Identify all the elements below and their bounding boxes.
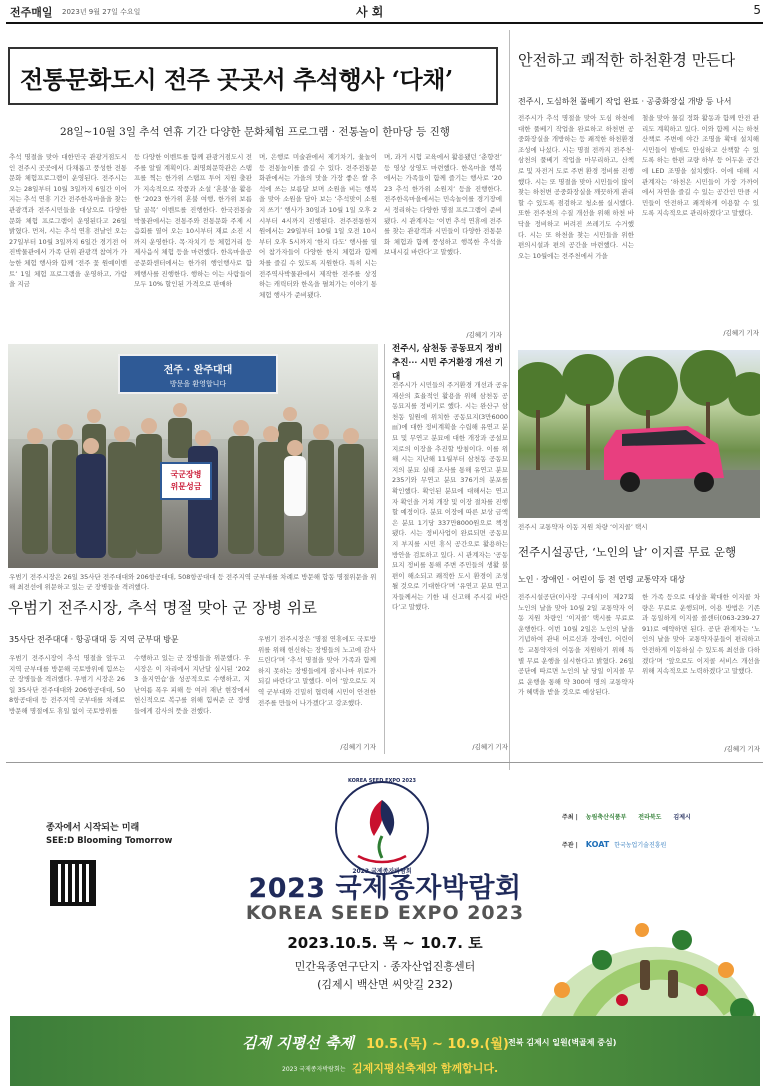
host-label: 주최 | bbox=[562, 814, 578, 821]
ad-venue: 민간육종연구단지 · 종자산업진흥센터 bbox=[294, 960, 476, 973]
a2-subhead: 전주시, 도심하천 풀베기 작업 완료 · 공중화장실 개방 등 나서 bbox=[518, 97, 732, 106]
a1-col1: 추석 명절을 맞아 대한민국 관광거점도시인 전주시 곳곳에서 다채롭고 풍성한 전통문화 체험프로그램이 운영된다. 전주시는 오는 28일부터 10월 3일까지 6일간 이어지는 추석 연휴 기간 전주한옥마을을 찾는 관광객과 전주시민들을 대상으로 다양한 문화 체험 프로그램이 운영된다고 26일 밝혔다. 먼저, 시는 추석 연휴 전날인 오는 27일부터 10월 3일까지 6일간 경기전 어진박물관에서 가족 단위 관광객 참여가 가능한 체험 행사와 함께 ‘전주 꽃 원예이벤트’ 1일 체험 프로그램을 운영하고, 가람을 지금 bbox=[9, 153, 127, 289]
mid-column-rule bbox=[384, 344, 385, 754]
section-name: 사 회 bbox=[356, 5, 384, 19]
organizer-label: 주관 | bbox=[562, 842, 578, 849]
a2-col1: 전주시가 추석 명절을 맞아 도심 하천에 대한 풀베기 작업을 완료하고 하천변 공중화장실을 개방하는 등 쾌적한 하천환경 조성에 나섰다. 시는 명절 전까지 전주천·삼천의 풀베기 작업을 마무리하고, 산책로 및 자전거 도로 주변 환경 정비를 진행했다. 시는 또 명절을 맞아 시민들이 많이 찾는 하천변 공중화장실을 깨끗하게 관리할 수 있도록 점검하고 청소를 실시했다. 또한 전주천의 수질 개선을 위해 하천 바닥을 정비하고 버려진 쓰레기도 수거했다. 시는 또 하천을 찾는 시민들을 위한 편의시설과 편의 공간을 마련했다. 시는 오는 10월에는 전주천에서 가을 bbox=[518, 114, 634, 260]
soldiers-group-photo bbox=[8, 344, 378, 568]
a2-byline: /김혜기 기자 bbox=[723, 329, 759, 337]
banner-title: 전주 · 완주대대 bbox=[163, 365, 233, 376]
trees-and-car bbox=[518, 350, 760, 518]
ad-address: (김제시 백산면 씨앗길 232) bbox=[317, 978, 453, 991]
ad-dates: 2023.10.5. 목 ~ 10.7. 토 bbox=[287, 934, 483, 952]
a2-col2: 철을 맞아 물길 정화 활동과 함께 안전 관리도 계획하고 있다. 이와 함께 시는 하천 산책로 주변에 야간 조명을 확대 설치해 시민들이 밤에도 안심하고 산책할 수 있도록 하는 한편 교량 하부 등 어두운 공간에 LED 조명을 설치했다. 이에 대해 시 관계자는 ‘하천은 시민들이 가장 가까이에서 자연을 즐길 수 있는 공간인 만큼 시민들이 안전하고 쾌적하게 이용할 수 있도록 지속적으로 관리하겠다’고 말했다. bbox=[642, 114, 759, 218]
a3-col2: 수행하고 있는 군 장병들을 위문했다. 우 시장은 이 자리에서 지난달 실시된 ‘2023 을지연습’을 성공적으로 수행하고, 지난여름 폭우 피해 등 여러 재난 현장에서 헌신적으로 복구를 위해 힘써준 군 장병들에게 감사의 뜻을 전했다. bbox=[134, 654, 250, 715]
donation-sign: 국군장병 위문성금 bbox=[160, 462, 212, 500]
seed-expo-ad bbox=[10, 770, 760, 1086]
a3-subhead: 35사단 전주대대 · 항공대대 등 지역 군부대 방문 bbox=[9, 635, 179, 644]
a5-subhead: 노인 · 장애인 · 어린이 등 전 연령 교통약자 대상 bbox=[518, 575, 686, 584]
photo1-caption: 우범기 전주시장은 26일 35사단 전주대대와 206항공대대, 508항공대대 등 전주지역 군부대를 차례로 방문해 합동 명절위문을 위해 최전선에 위문하고 있는 군 장병들을 격려했다. bbox=[9, 573, 377, 591]
a2-headline: 안전하고 쾌적한 하천환경 만든다 bbox=[518, 51, 736, 69]
ad-host-row bbox=[562, 812, 691, 821]
ad-organizer-row bbox=[562, 840, 666, 849]
organizer-koat-sub: 한국농업기술진흥원 bbox=[614, 842, 667, 849]
host-city: 김제시 bbox=[673, 814, 691, 821]
a4-headline: 전주시, 삼천동 공동묘지 정비 추진··· 시민 주거환경 개선 기대 bbox=[392, 344, 504, 382]
festival-banner bbox=[10, 1016, 760, 1086]
a5-byline: /김혜기 기자 bbox=[724, 745, 760, 753]
a1-col3: 며, 은행로 미술관에서 제기차기, 윷놀이 등 전통놀이를 즐길 수 있다. 전주전통문화관에서는 가을의 맛을 가장 좋은 쌀 추석에 쓰는 보름달 보며 소원을 비는 행복을 맞아 소원을 담아 보는 ‘추석맞이 소원지 쓰기’ 행사가 30일과 10월 1일 오후 2시부터 4시까지 진행된다. 전주전통한지원에서는 29일부터 10월 1일 오전 10시부터 오후 5시까지 ‘한지 다도’ 행사를 열어 참가자들이 다양한 한지 체험과 함께 차를 즐길 수 있도록 지원한다. 특히 시는 전주역사박물관에서 제작한 전주를 상징하는 캐릭터와 한옥을 펼쳐가는 이야기 통 체험 행사가 준비됐다. bbox=[259, 153, 377, 299]
easy-call-taxi-photo bbox=[518, 350, 760, 518]
a3-headline: 우범기 전주시장, 추석 명절 맞아 군 장병 위로 bbox=[8, 599, 317, 617]
a5-headline: 전주시설공단, ‘노인의 날’ 이지콜 무료 운행 bbox=[518, 545, 737, 559]
a5-col1: 전주시설공단(이사장 구대식)이 제27회 노인의 날을 맞아 10월 2일 교통약자 이동 지원 차량인 ‘이지콜’ 택시를 무료로 운행한다. 이번 10월 2일은 노인의 날을 기념하여 관내 어르신과 장애인, 어린이 등 교통약자의 이동을 지원하기 위해 특별 무료 운행을 실시한다고 밝혔다. 26일 공단에 따르면 노인의 날 당일 이지콜 무료 운행을 통해 약 300여 명의 교통약자가 혜택을 받을 것으로 예상된다. bbox=[518, 593, 634, 697]
center-column-rule bbox=[509, 30, 510, 770]
festival-place: 전북 김제시 일원(벽골제 중심) bbox=[508, 1038, 617, 1047]
paper-name: 전주매일 bbox=[10, 6, 53, 19]
a3-col3: 우범기 전주시장은 ‘명절 연휴에도 국토방위를 위해 헌신하는 장병들의 노고에 감사드린다’며 ‘추석 명절을 맞아 가족과 함께하지 못하는 장병들에게 잠시나마 위로가 되길 바란다’고 말했다. 이어 ‘앞으로도 지역 군부대와 긴밀히 협력해 시민이 안전한 전주를 만들어 나가겠다’고 강조했다. bbox=[258, 635, 376, 707]
ad-title-en: KOREA SEED EXPO 2023 bbox=[245, 902, 525, 924]
ad-top-rule bbox=[6, 762, 763, 763]
a4-col: 전주시가 시민들의 주거환경 개선과 공유재산의 효율적인 활용을 위해 삼천동 공동묘지를 정비키로 했다. 시는 완산구 삼천동 일원에 위치한 공동묘지(3만6000㎡)에 대한 정비계획을 수립해 유연고 분묘 및 무연고 분묘에 대한 개장과 공설묘지로의 이장을 추진할 방침이다. 이를 위해 시는 지난해 11월부터 삼천동 공동묘지의 분묘 실태 조사를 통해 유연고 분묘 235기와 무연고 분묘 376기의 분포를 확인했다. 확인된 분묘에 대해서는 연고자 확인을 거쳐 개장 및 이장 절차를 진행할 예정이다. 분묘 이장에 따른 보상 금액은 분묘 1기당 337만8000원으로 책정됐다. 시는 정비사업이 완료되면 공동묘지 부지를 시민 휴식 공간으로 활용하는 방안을 검토하고 있다. 시 관계자는 ‘공동묘지 정비를 통해 주변 주민들의 생활 불편이 해소되고 쾌적한 도시 환경이 조성될 것으로 기대한다’며 ‘유연고 분묘 연고자들께서는 기한 내 신고해 주시길 바란다’고 말했다. bbox=[392, 381, 508, 612]
ad-title-ko: 2023 국제종자박람회 bbox=[248, 873, 522, 904]
a4-byline: /김혜기 기자 bbox=[472, 743, 508, 751]
festival-footer-a: 2023 국제종자박람회는 bbox=[282, 1066, 346, 1073]
emblem-bottom-text: 2023 국제종자박람회 bbox=[352, 868, 412, 875]
festival-dates: 10.5.(목) ~ 10.9.(월) bbox=[366, 1037, 509, 1052]
photo2-caption: 전주시 교통약자 이동 지원 차량 ‘이지콜’ 택시 bbox=[518, 523, 648, 531]
seed-expo-emblem bbox=[328, 778, 436, 878]
masthead-rule bbox=[6, 22, 763, 24]
ad-tagline-en: SEE:D Blooming Tomorrow bbox=[46, 836, 173, 846]
host-ministry: 농림축산식품부 bbox=[585, 814, 627, 821]
host-province: 전라북도 bbox=[638, 814, 662, 821]
a1-col2: 등 다양한 이벤트를 함께 관광거점도시 전주를 알릴 계획이다. 최명희문학관은 스탬프를 찍는 한가위 스탬프 투어 지원 출판가 지속적으로 작품과 소설 ‘혼불’을 활용한 ‘2023 한가위 혼불 여행, 한가위 보름달 골목’ 이벤트를 진행한다. 한국전통술박물관에서는 전통주와 전통문화 주제 시음회를 열어 오는 10시부터 재료 소진 시까지 운영한다. 목·자치기 등 체험거리 등 제사음식 체험 등을 마련했다. 한옥마을공공문화센터에서는 한가위 행인행사로 함께행사를 진행한다. 행하는 이는 사람들이 모두 10% 할인된 가격으로 판매하 bbox=[134, 153, 252, 289]
festival-footer-b: 김제지평선축제와 함께합니다. bbox=[352, 1062, 499, 1075]
organizer-koat: KOAT bbox=[585, 840, 610, 849]
masthead bbox=[6, 2, 763, 22]
a1-byline: /김혜기 기자 bbox=[466, 331, 502, 339]
emblem-top-text: KOREA SEED EXPO 2023 bbox=[348, 778, 416, 784]
a1-col4: 며, 과거 시험 교육에서 활용됐던 ‘춘향전’ 등 영상 상영도 마련했다. 한옥마을 행복에서는 가족들이 함께 즐기는 행사로 ‘2023 추석 한가위 소원지’ 등을 진행한다. 전주한옥마을에서는 민속놀이를 경기장에서 정리하는 다양한 명절 프로그램이 준비됐다. 시 관계자는 ‘이번 추석 연휴에 전주를 찾는 관광객과 시민들이 다양한 전통문화 체험과 함께 풍성하고 행복한 추석을 보내시길 바란다’고 말했다. bbox=[384, 153, 502, 257]
issue-date: 2023년 9월 27일 수요일 bbox=[62, 8, 141, 16]
page-number: 5 bbox=[753, 3, 761, 17]
lead-headline: 전통문화도시 전주 곳곳서 추석행사 ‘다채’ bbox=[20, 65, 453, 94]
festival-title: 김제 지평선 축제 bbox=[242, 1034, 354, 1052]
ad-tagline-ko: 종자에서 시작되는 미래 bbox=[46, 823, 140, 833]
a5-col2: 한 가족 등으로 대상을 확대한 이지콜 차량은 무료로 운행되며, 이용 방법은 기존과 동일하게 이지콜 콜센터(063-239-2791)로 예약하면 된다. 공단 관계자는 ‘노인의 날을 맞아 교통약자분들이 편리하고 안전하게 이동하실 수 있도록 최선을 다하겠다’며 ‘앞으로도 이지콜 서비스 개선을 위해 지속적으로 노력하겠다’고 말했다. bbox=[642, 593, 760, 676]
banner-sub: 방문을 환영합니다 bbox=[169, 380, 227, 388]
a3-byline: /김혜기 기자 bbox=[340, 743, 376, 751]
lead-subhead: 28일~10월 3일 추석 연휴 기간 다양한 문화체험 프로그램 · 전통놀이 한마당 등 진행 bbox=[60, 126, 450, 138]
a3-col1: 우범기 전주시장이 추석 명절을 앞두고 지역 군부대를 방문해 국토방위에 힘쓰는 군 장병들을 격려했다. 우범기 시장은 26일 35사단 전주대대와 206항공대대, 508항공대대 등 전주지역 군부대를 차례로 방문해 명절에도 휴일 없이 국토방위를 bbox=[9, 654, 125, 715]
